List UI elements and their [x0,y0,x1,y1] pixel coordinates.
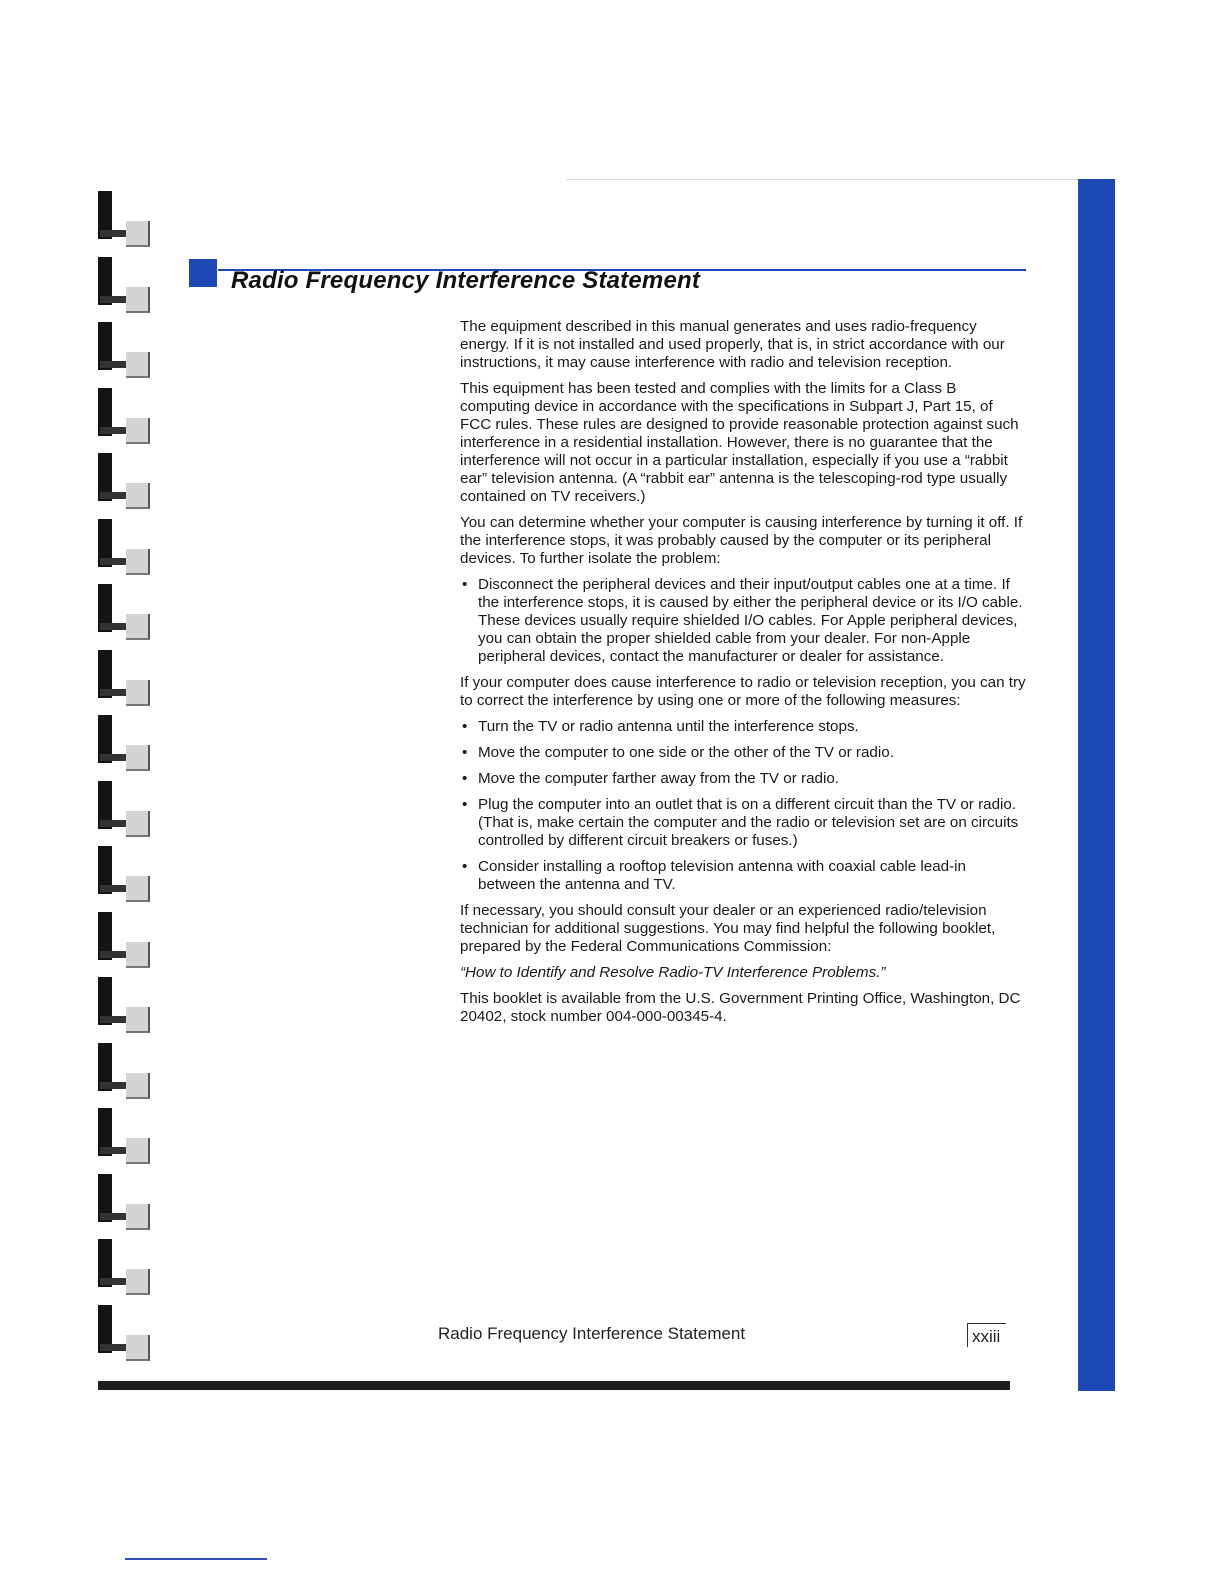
booklet-title: “How to Identify and Resolve Radio-TV Interference Problems.” [460,964,886,981]
binding-ring-hole [126,221,150,247]
binding-ring [100,614,150,640]
binding-ring-hole [126,811,150,837]
list-item [460,770,1026,788]
binding-ring [100,1204,150,1230]
binding-ring [100,680,150,706]
binding-ring-hole [126,1269,150,1295]
paragraph: If necessary, you should consult your dealer or an experienced radio/television technician for additional suggestions. You may find helpful the following booklet, prepared by the Federal Communications Commission: [460,902,996,955]
bottom-underline [125,1558,267,1560]
binding-ring-hole [126,483,150,509]
binding-ring-hole [126,549,150,575]
binding-ring-hole [126,745,150,771]
bullet-icon: • [462,744,468,761]
binding-ring [100,287,150,313]
binding-ring [100,418,150,444]
bullet-list [460,576,1026,666]
paragraph: If your computer does cause interference to radio or television reception, you can try to correct the interference by using one or more of the following measures: [460,674,1026,709]
list-item-text: Move the computer to one side or the other of the TV or radio. [478,744,894,761]
binding-ring-hole [126,1073,150,1099]
spiral-binding [98,179,153,1391]
bullet-icon: • [462,718,468,735]
binding-ring-hole [126,614,150,640]
binding-ring-hole [126,1138,150,1164]
list-item [460,718,1026,736]
blue-page-edge [1078,179,1115,1391]
bullet-icon: • [462,858,468,875]
page-bottom-edge [98,1381,1010,1390]
binding-ring-hole [126,1007,150,1033]
list-item-text: Consider installing a rooftop television antenna with coaxial cable lead-in between the antenna and TV. [478,858,966,893]
bullet-icon: • [462,796,468,813]
list-item-text: Disconnect the peripheral devices and their input/output cables one at a time. If the interference stops, it is caused by either the peripheral device or its I/O cable. These devices usually require shielded I/O cables. For Apple peripheral devices, you can obtain the proper shielded cable from your dealer. For non-Apple peripheral devices, contact the manufacturer or dealer for assistance. [478,576,1023,665]
binding-ring-hole [126,942,150,968]
binding-ring [100,745,150,771]
list-item-text: Turn the TV or radio antenna until the interference stops. [478,718,859,735]
page-number: xxiii [967,1323,1006,1347]
list-item-text: Move the computer farther away from the TV or radio. [478,770,839,787]
binding-ring-hole [126,1335,150,1361]
binding-ring [100,1007,150,1033]
binding-ring [100,1073,150,1099]
binding-ring [100,549,150,575]
list-item-text: Plug the computer into an outlet that is on a different circuit than the TV or radio. (That is, make certain the computer and the radio or television set are on circuits controlled by different circuit breakers or fuses.) [478,796,1019,849]
paragraph: The equipment described in this manual generates and uses radio-frequency energy. If it is not installed and used properly, that is, in strict accordance with our instructions, it may cause interference with radio and television reception. [460,318,1005,371]
list-item [460,744,1026,762]
binding-ring-hole [126,1204,150,1230]
page-top-edge [566,179,1096,180]
bullet-icon: • [462,770,468,787]
binding-ring-hole [126,876,150,902]
binding-ring [100,811,150,837]
paragraph: You can determine whether your computer is causing interference by turning it off. If the interference stops, it was probably caused by the computer or its peripheral devices. To further isolate the problem: [460,514,1023,567]
binding-ring [100,942,150,968]
paragraph: This booklet is available from the U.S. Government Printing Office, Washington, DC 20402, stock number 004-000-00345-4. [460,990,1021,1025]
binding-ring [100,1269,150,1295]
bullet-list [460,718,1026,894]
list-item [460,858,1026,894]
section-marker-square [189,259,217,287]
binding-ring-hole [126,352,150,378]
binding-ring-hole [126,287,150,313]
list-item [460,796,1026,850]
binding-ring [100,352,150,378]
binding-ring [100,1335,150,1361]
list-item [460,576,1026,666]
section-title: Radio Frequency Interference Statement [231,267,701,294]
binding-ring [100,221,150,247]
binding-ring-hole [126,680,150,706]
binding-ring [100,1138,150,1164]
binding-ring-hole [126,418,150,444]
running-footer-title: Radio Frequency Interference Statement [438,1324,746,1343]
paragraph: This equipment has been tested and complies with the limits for a Class B computing device in accordance with the specifications in Subpart J, Part 15, of FCC rules. These rules are designed to provide reasonable protection against such interference in a residential installation. However, there is no guarantee that the interference will not occur in a particular installation, especially if you use a “rabbit ear” television antenna. (A “rabbit ear” antenna is the telescoping-rod type usually contained on TV receivers.) [460,380,1019,505]
binding-ring [100,876,150,902]
manual-page [98,179,1115,1391]
binding-ring [100,483,150,509]
body-text [460,318,1026,1034]
bullet-icon: • [462,576,468,593]
